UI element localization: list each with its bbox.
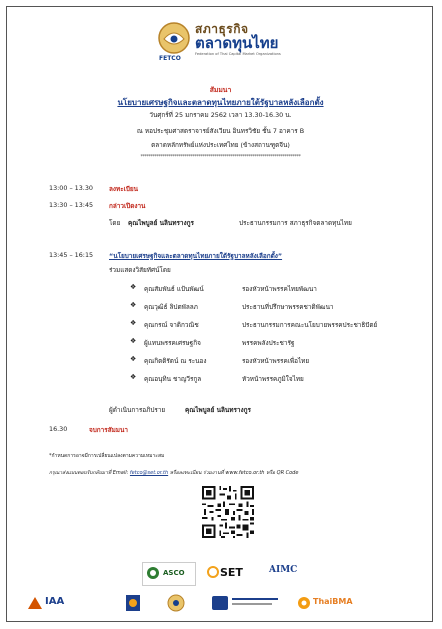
agenda-item: จบการสัมมนา bbox=[89, 426, 128, 434]
sponsor-logos bbox=[7, 562, 434, 622]
agenda-by-name: คุณไพบูลย์ นลินทรางกูร bbox=[128, 219, 194, 227]
bullet-icon: ❖ bbox=[130, 355, 137, 363]
event-type: สัมมนา bbox=[209, 86, 232, 94]
iaa-logo-text: IAA bbox=[45, 596, 65, 607]
asco-emblem-icon bbox=[146, 566, 160, 580]
speaker-position: ประธานกรรมการคณะนโยบายพรรคประชาธิปัตย์ bbox=[242, 321, 378, 329]
asco-logo-text: ASCO bbox=[163, 569, 185, 577]
schedule-change-note: *กำหนดการอาจมีการเปลี่ยนแปลงตามความเหมาะสม bbox=[49, 453, 165, 459]
fetco-small-logo bbox=[165, 592, 195, 616]
agenda-time: 13:00 – 13.30 bbox=[49, 184, 93, 192]
thaibma-logo bbox=[297, 594, 367, 614]
speaker-name: คุณสัมพันธ์ แป้นพัฒน์ bbox=[144, 285, 204, 293]
agenda-time: 16.30 bbox=[49, 425, 68, 433]
agenda-time: 13:45 – 16:15 bbox=[49, 251, 94, 259]
bullet-icon: ❖ bbox=[130, 319, 137, 327]
fetco-logo bbox=[155, 21, 305, 65]
bullet-icon: ❖ bbox=[130, 373, 137, 381]
iaa-emblem-icon bbox=[27, 595, 43, 611]
moderator-name: คุณไพบูลย์ นลินทรางกูร bbox=[185, 406, 251, 414]
bullet-icon: ❖ bbox=[130, 337, 137, 345]
speaker-name: คุณอนุทิน ชาญวีรกูล bbox=[144, 375, 202, 383]
registration-note bbox=[49, 469, 298, 477]
speaker-position: รองหัวหน้าพรรคไทยพัฒนา bbox=[242, 285, 317, 293]
tlca-logo bbox=[125, 592, 161, 616]
set-emblem-icon bbox=[207, 566, 219, 578]
fetco-small-emblem-icon bbox=[167, 594, 185, 612]
thaibma-emblem-icon bbox=[297, 596, 311, 610]
moderator-prefix: ผู้ดำเนินการอภิปราย bbox=[109, 406, 166, 414]
logo-text-line bbox=[232, 598, 278, 600]
event-venue-detail: ตลาดหลักทรัพย์แห่งประเทศไทย (ข้างสถานฑูตจีน) bbox=[151, 141, 290, 149]
registration-email-link[interactable]: fetco@set.or.th bbox=[129, 470, 169, 476]
org-name-th-line1: สภาธุรกิจ bbox=[195, 22, 249, 36]
registration-prefix: กรุณาส่งแบบตอบรับกลับมาที่ Email: bbox=[49, 470, 129, 476]
speaker-name: ผู้แทนพรรคเศรษฐกิจ bbox=[144, 339, 201, 347]
aimc-logo-text: AIMC bbox=[269, 565, 298, 575]
agenda-item: “นโยบายเศรษฐกิจและตลาดทุนไทยภายใต้รัฐบาลหลังเลือกตั้ง” bbox=[109, 252, 283, 260]
set-logo-text: SET bbox=[220, 566, 243, 579]
qr-code-icon[interactable] bbox=[200, 484, 256, 540]
registration-suffix: หรือลงทะเบียน ร่วมงานที่ www.fetco.or.th หรือ QR Code bbox=[169, 470, 299, 476]
speaker-position: ประธานที่ปรึกษาพรรคชาติพัฒนา bbox=[242, 303, 334, 311]
speaker-name: คุณกิตติรัตน์ ณ ระนอง bbox=[144, 357, 207, 365]
agenda-time: 13:30 – 13:45 bbox=[49, 201, 94, 209]
divider-stars: ******************************************************************************** bbox=[140, 154, 301, 160]
speaker-name: คุณกรณ์ จาติกวณิช bbox=[144, 321, 199, 329]
logo-text-line bbox=[232, 603, 272, 605]
event-title: นโยบายเศรษฐกิจและตลาดทุนไทยภายใต้รัฐบาลหลังเลือกตั้ง bbox=[117, 98, 324, 107]
speaker-position: หัวหน้าพรรคภูมิใจไทย bbox=[242, 375, 304, 383]
thaibma-logo-text: ThaiBMA bbox=[313, 597, 353, 606]
iaa-logo bbox=[27, 592, 87, 616]
document-page bbox=[6, 6, 433, 622]
event-date-time: วันศุกร์ที่ 25 มกราคม 2562 เวลา 13.30-16.30 น. bbox=[149, 111, 292, 119]
tlca-emblem-icon bbox=[125, 594, 141, 612]
agenda-by-prefix: โดย bbox=[109, 219, 121, 227]
agenda-sub: ร่วมแสดงวิสัยทัศน์โดย bbox=[109, 266, 171, 274]
speaker-position: รองหัวหน้าพรรคเพื่อไทย bbox=[242, 357, 310, 365]
bullet-icon: ❖ bbox=[130, 283, 137, 291]
tlca-text-emblem-icon bbox=[212, 596, 228, 610]
org-name-th-line2: ตลาดทุนไทย bbox=[195, 34, 279, 52]
agenda-by-position: ประธานกรรมการ สภาธุรกิจตลาดทุนไทย bbox=[239, 219, 352, 227]
speaker-name: คุณวุฒิธ์ ลิปตพัลลภ bbox=[144, 303, 198, 311]
asco-logo bbox=[142, 562, 196, 586]
thai-listed-companies-logo bbox=[212, 594, 282, 614]
aimc-logo bbox=[269, 562, 327, 584]
event-venue: ณ หอประชุมศาสตราจารย์สังเวียน อินทรวิชัย ชั้น 7 อาคาร B bbox=[136, 127, 305, 135]
org-name-en: Federation of Thai Capital Market Organizations bbox=[195, 52, 281, 56]
speaker-position: พรรคพลังประชารัฐ bbox=[242, 339, 295, 347]
agenda-item: กล่าวเปิดงาน bbox=[109, 202, 146, 210]
bullet-icon: ❖ bbox=[130, 301, 137, 309]
agenda-item: ลงทะเบียน bbox=[109, 185, 139, 193]
org-abbr: FETCO bbox=[159, 55, 181, 62]
